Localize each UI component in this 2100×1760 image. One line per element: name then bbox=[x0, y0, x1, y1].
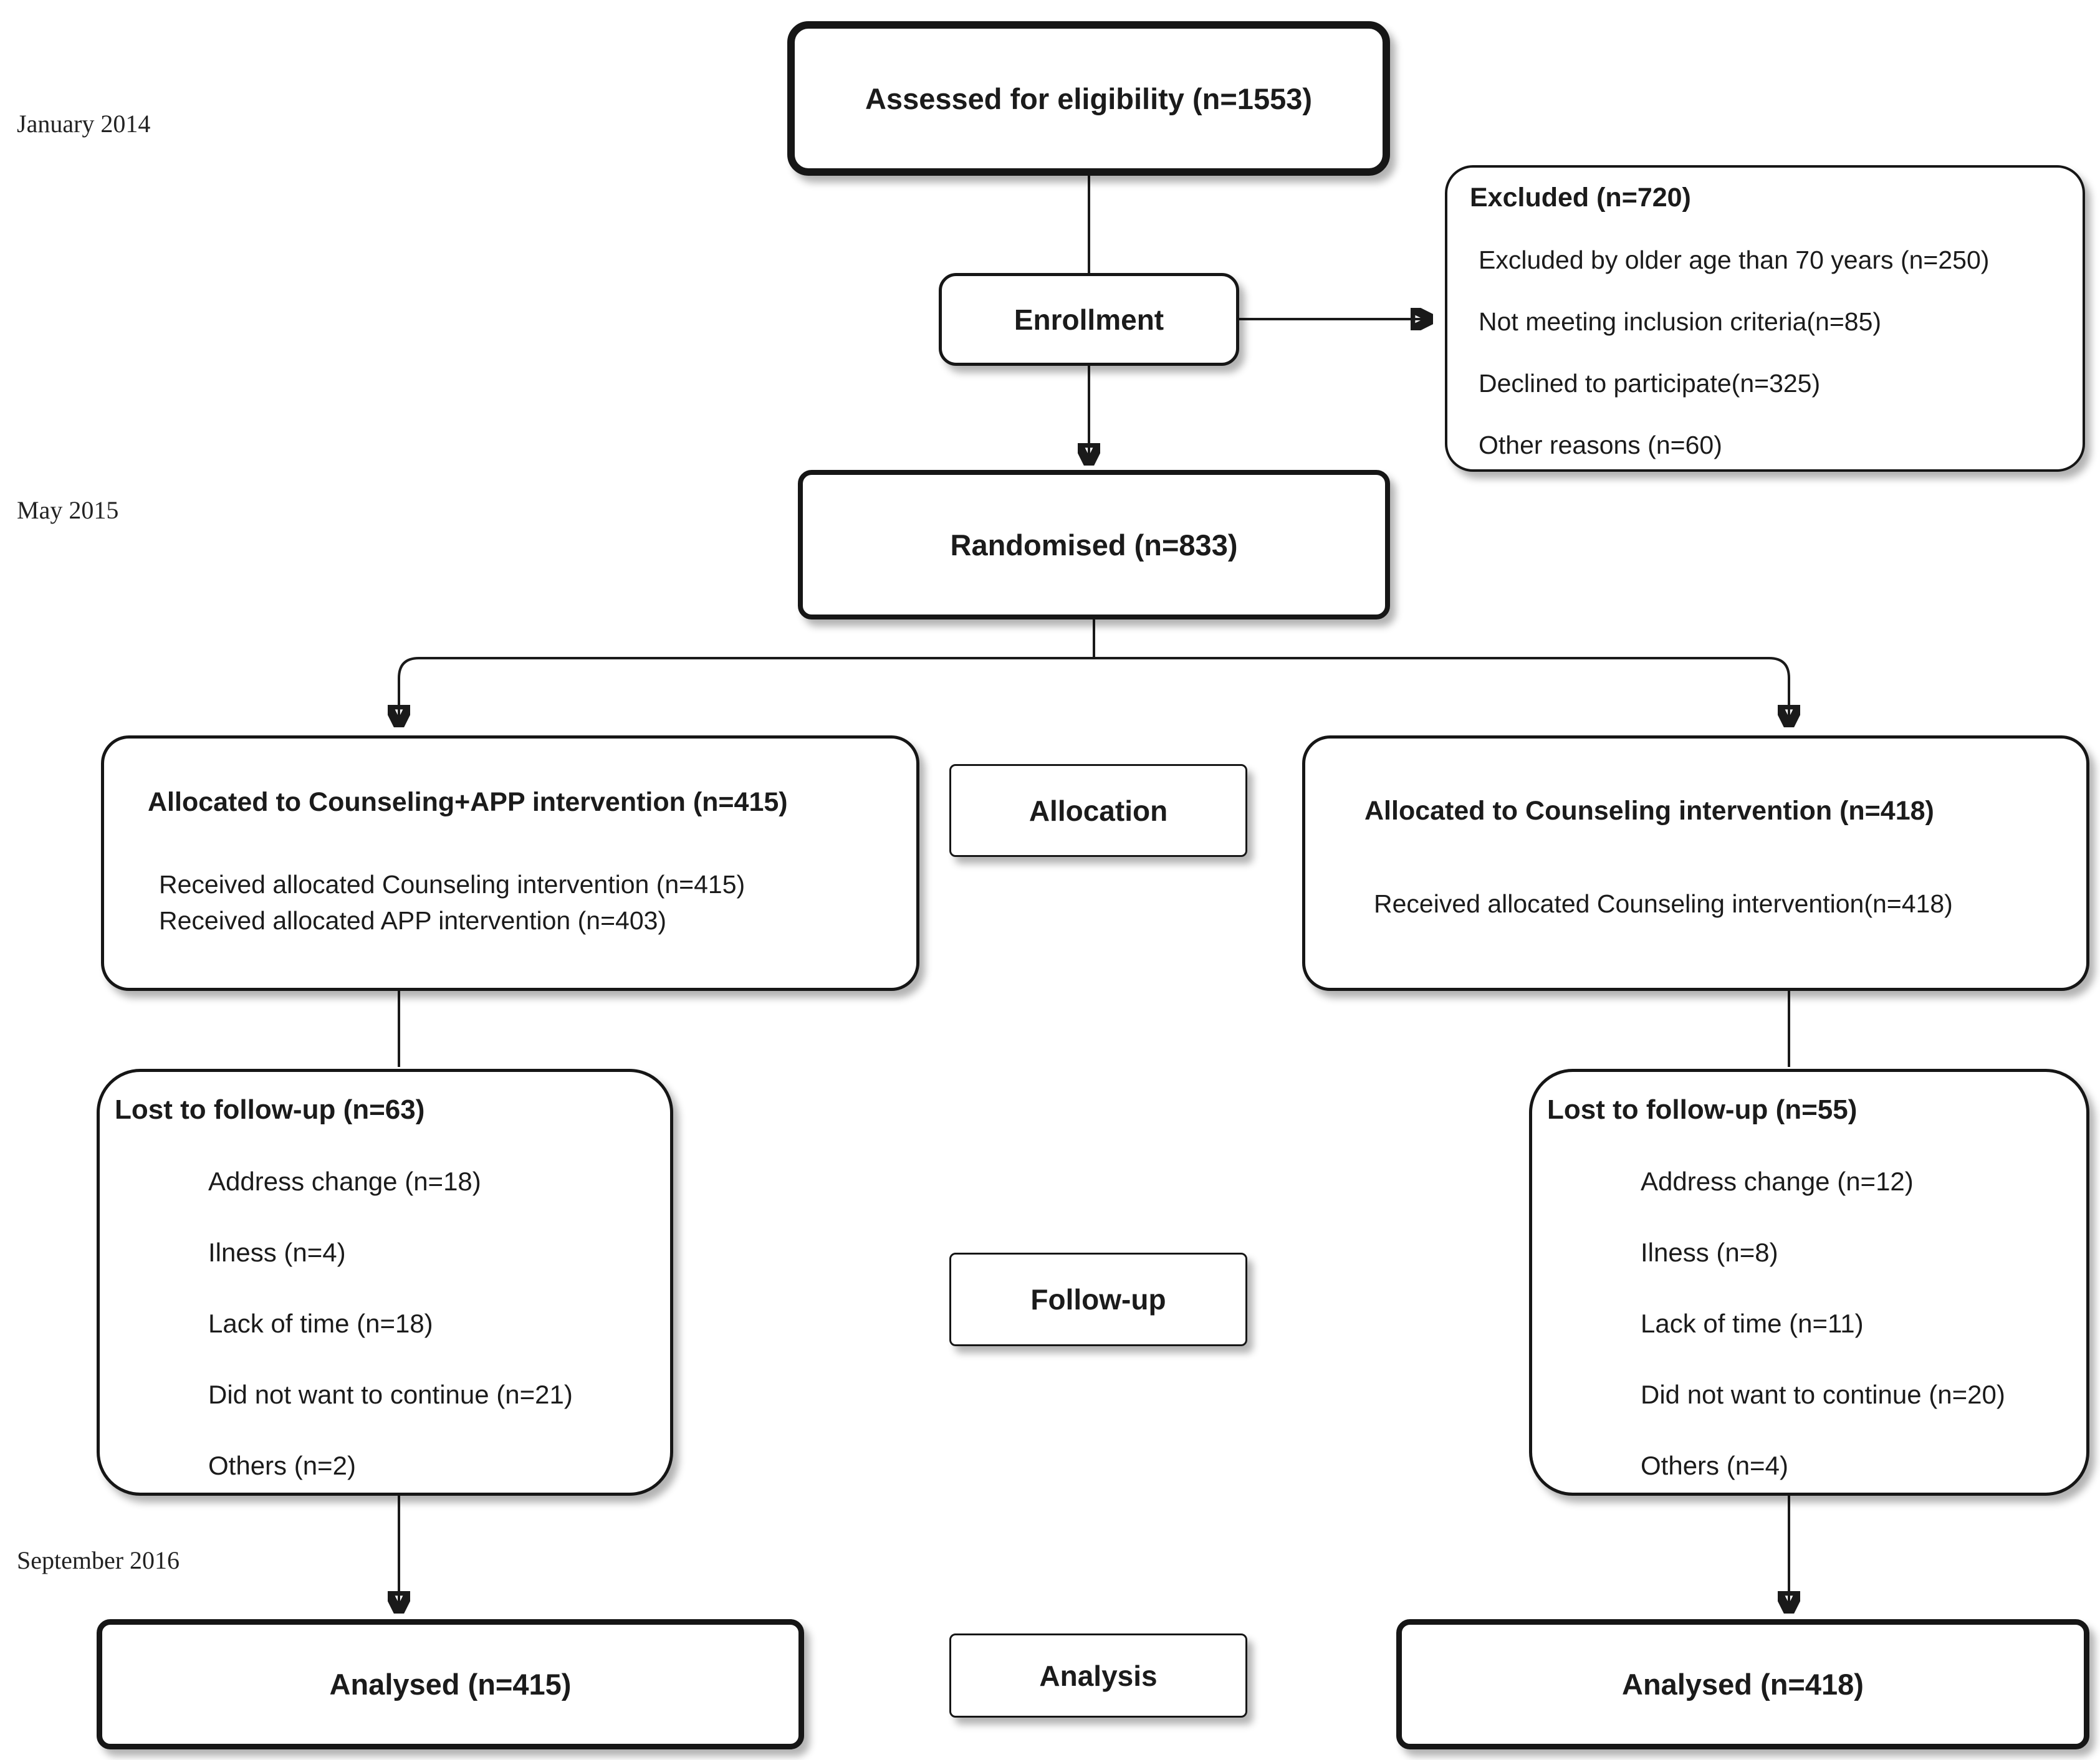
allocated-counseling-box bbox=[1302, 735, 2089, 991]
analysed-right-box bbox=[1396, 1619, 2089, 1749]
timeline-label-january-2014: January 2014 bbox=[17, 110, 151, 138]
allocated-counseling-title: Allocated to Counseling intervention (n=418) bbox=[1364, 796, 1934, 826]
lost-reason-item: Lack of time (n=18) bbox=[208, 1309, 433, 1338]
assessed-eligibility-box bbox=[787, 21, 1390, 176]
timeline-label-may-2015: May 2015 bbox=[17, 496, 119, 524]
lost-followup-left-title: Lost to follow-up (n=63) bbox=[115, 1094, 425, 1125]
excluded-box bbox=[1445, 165, 2085, 472]
randomised-text: Randomised (n=833) bbox=[950, 528, 1238, 562]
timeline-label-september-2016: September 2016 bbox=[17, 1546, 180, 1574]
allocation-stage-text: Allocation bbox=[1028, 794, 1168, 827]
lost-reason-item: Ilness (n=8) bbox=[1641, 1238, 1778, 1267]
excluded-title: Excluded (n=720) bbox=[1470, 183, 1691, 213]
lost-followup-left-box bbox=[97, 1069, 673, 1496]
analysed-left-box bbox=[97, 1619, 804, 1749]
lost-reason-item: Ilness (n=4) bbox=[208, 1238, 346, 1267]
followup-stage-text: Follow-up bbox=[1030, 1283, 1166, 1316]
allocated-counseling-app-title: Allocated to Counseling+APP intervention (n=415) bbox=[148, 787, 788, 817]
enrollment-stage-text: Enrollment bbox=[1014, 303, 1164, 336]
lost-followup-right-title: Lost to follow-up (n=55) bbox=[1547, 1094, 1858, 1125]
lost-reason-item: Lack of time (n=11) bbox=[1641, 1309, 1864, 1338]
lost-reason-item: Address change (n=12) bbox=[1641, 1167, 1914, 1196]
received-intervention-item: Received allocated Counseling intervention (n=415) bbox=[159, 870, 746, 899]
connector-branch-right-arrow bbox=[1094, 658, 1789, 723]
analysed-left-text: Analysed (n=415) bbox=[329, 1668, 572, 1701]
analysis-stage-box bbox=[949, 1633, 1247, 1718]
lost-reason-item: Did not want to continue (n=20) bbox=[1641, 1380, 2005, 1409]
lost-reason-item: Did not want to continue (n=21) bbox=[208, 1380, 573, 1409]
excluded-reason-item: Not meeting inclusion criteria(n=85) bbox=[1479, 307, 1882, 336]
received-intervention-item: Received allocated APP intervention (n=403) bbox=[159, 906, 667, 935]
lost-reason-item: Address change (n=18) bbox=[208, 1167, 481, 1196]
lost-followup-right-box bbox=[1529, 1069, 2089, 1496]
lost-reason-item: Others (n=2) bbox=[208, 1451, 356, 1480]
excluded-reason-item: Declined to participate(n=325) bbox=[1479, 369, 1821, 398]
received-intervention-item: Received allocated Counseling intervention(n=418) bbox=[1374, 889, 1953, 918]
connector-branch-left-arrow bbox=[399, 658, 1094, 723]
analysed-right-text: Analysed (n=418) bbox=[1622, 1668, 1864, 1701]
followup-stage-box bbox=[949, 1253, 1247, 1346]
excluded-reason-item: Other reasons (n=60) bbox=[1479, 431, 1722, 459]
allocation-stage-box bbox=[949, 764, 1247, 857]
allocated-counseling-app-box bbox=[101, 735, 919, 991]
enrollment-stage-box bbox=[939, 273, 1239, 366]
randomised-box bbox=[798, 470, 1390, 619]
analysis-stage-text: Analysis bbox=[1039, 1659, 1158, 1692]
assessed-eligibility-text: Assessed for eligibility (n=1553) bbox=[865, 82, 1313, 115]
lost-reason-item: Others (n=4) bbox=[1641, 1451, 1788, 1480]
excluded-reason-item: Excluded by older age than 70 years (n=250) bbox=[1479, 246, 1990, 274]
